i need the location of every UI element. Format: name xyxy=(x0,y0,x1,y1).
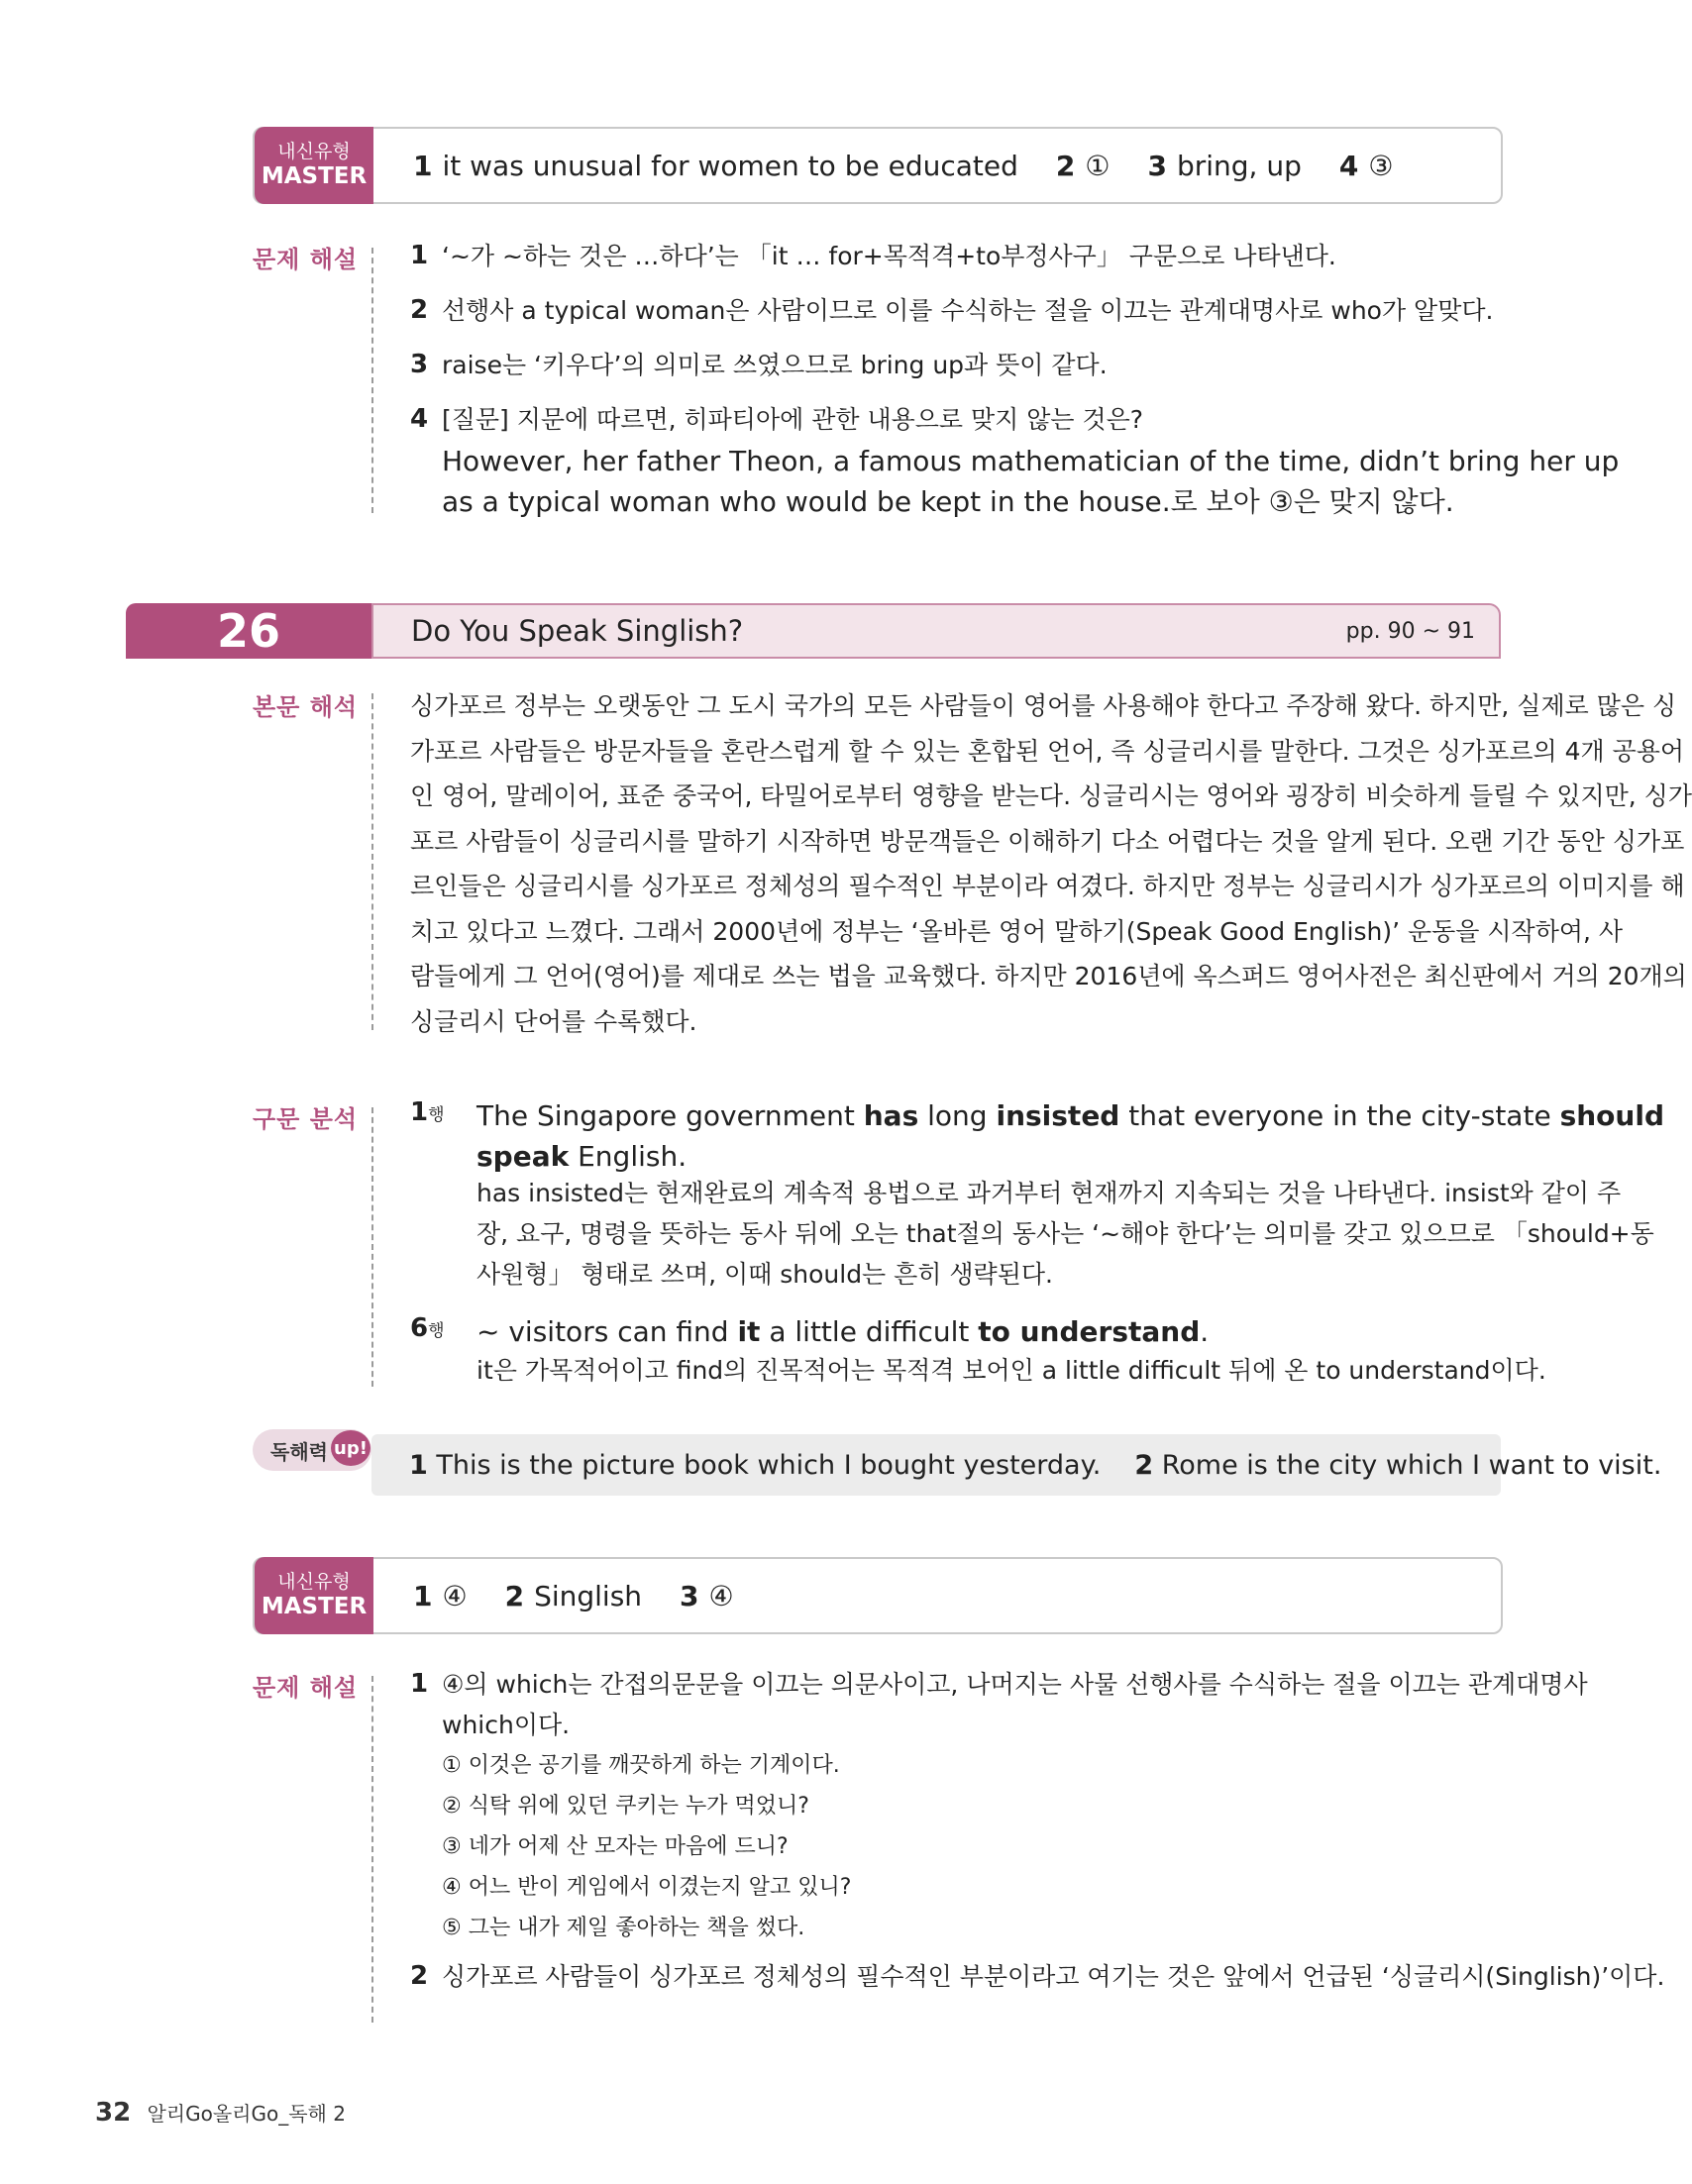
explain-item-cont: which이다. xyxy=(442,1711,571,1739)
syntax-label: 구문 분석 xyxy=(253,1105,359,1133)
explain-item: 1 ‘~가 ~하는 것은 …하다’는 「it … for+목적격+to부정사구」 구문으로 나타낸다. xyxy=(410,241,1336,270)
section-number: 26 xyxy=(126,603,371,659)
translation-line: 르인들은 싱글리시를 싱가포르 정체성의 필수적인 부분이라 여겼다. 하지만 정부는 싱글리시가 싱가포르의 이미지를 해 xyxy=(410,872,1685,900)
translation-line: 싱가포르 정부는 오랫동안 그 도시 국가의 모든 사람들이 영어를 사용해야 한다고 주장해 왔다. 하지만, 실제로 많은 싱 xyxy=(410,691,1677,720)
explain-label: 문제 해설 xyxy=(253,246,359,273)
page-number: 32 xyxy=(95,2098,132,2128)
master-answer-box-1 xyxy=(253,127,1503,204)
translation-label: 본문 해석 xyxy=(253,693,359,721)
master-answers xyxy=(413,1559,772,1632)
tip-answer: 2 Rome is the city which I want to visit. xyxy=(1134,1449,1662,1481)
explain-quote-line: as a typical woman who would be kept in the house.로 보아 ③은 맞지 않다. xyxy=(442,485,1454,518)
explain-item: 4 [질문] 지문에 따르면, 히파티아에 관한 내용으로 맞지 않는 것은? xyxy=(410,404,1144,434)
master-badge-bottom: MASTER xyxy=(261,1594,368,1619)
master-answers xyxy=(413,129,1430,202)
answer-item: 3 bring, up xyxy=(1147,149,1302,182)
translation-line: 싱글리시 단어를 수록했다. xyxy=(410,1006,697,1036)
translation-line: 치고 있다고 느꼈다. 그래서 2000년에 정부는 ‘올바른 영어 말하기(Speak Good English)’ 운동을 시작하여, 사 xyxy=(410,916,1624,946)
explain-item: 2 싱가포르 사람들이 싱가포르 정체성의 필수적인 부분이라고 여기는 것은 앞에서 언급된 ‘싱글리시(Singlish)’이다. xyxy=(410,1961,1665,1991)
master-answer-box-2 xyxy=(253,1557,1503,1634)
section-pages: pp. 90 ~ 91 xyxy=(1345,618,1475,644)
tip-answer-box xyxy=(371,1434,1662,1496)
syntax-note: it은 가목적어이고 find의 진목적어는 목적격 보어인 a little difficult 뒤에 온 to understand이다. xyxy=(476,1356,1546,1385)
syntax-sentence-cont: speak English. xyxy=(476,1140,687,1173)
translation-line: 인 영어, 말레이어, 표준 중국어, 타밀어로부터 영향을 받는다. 싱글리시는 영어와 굉장히 비슷하게 들릴 수 있지만, 싱가 xyxy=(410,781,1692,810)
dashed-divider xyxy=(371,693,373,1030)
explain-quote-line: However, her father Theon, a famous mathematician of the time, didn’t bring her up xyxy=(442,445,1620,477)
master-badge-top: 내신유형 xyxy=(277,141,351,162)
translation-line: 포르 사람들이 싱글리시를 말하기 시작하면 방문객들은 이해하기 다소 어렵다는 것을 알게 된다. 오랜 기간 동안 싱가포 xyxy=(410,826,1685,856)
syntax-line-number: 1행 xyxy=(410,1097,445,1127)
translation-body xyxy=(410,683,1692,1044)
translation-line: 람들에게 그 언어(영어)를 제대로 쓰는 법을 교육했다. 하지만 2016년에 옥스퍼드 영어사전은 최신판에서 거의 20개의 xyxy=(410,962,1687,990)
choice-item: ④ 어느 반이 게임에서 이겼는지 알고 있니? xyxy=(442,1875,852,1900)
master-badge-bottom: MASTER xyxy=(261,163,368,189)
choice-item: ③ 네가 어제 산 모자는 마음에 드니? xyxy=(442,1834,789,1859)
tip-badge: 독해력 xyxy=(253,1429,371,1471)
syntax-sentence: The Singapore government has long insisted that everyone in the city-state should xyxy=(476,1099,1664,1132)
book-title: 알리Go올리Go_독해 2 xyxy=(147,2102,346,2126)
master-badge xyxy=(255,127,373,204)
section-title-bar xyxy=(371,603,1501,659)
explain-item: 1 ④의 which는 간접의문문을 이끄는 의문사이고, 나머지는 사물 선행사를 수식하는 절을 이끄는 관계대명사 xyxy=(410,1669,1588,1699)
answer-item: 1 it was unusual for women to be educated xyxy=(413,149,1018,182)
syntax-note: has insisted는 현재완료의 계속적 용법으로 과거부터 현재까지 지속되는 것을 나타낸다. insist와 같이 주 장, 요구, 명령을 뜻하는 동사 뒤에 오는 that절의 동사는 ‘~해야 한다’는 의미를 갖고 있으므로 「should+동 사원형」 형태로 쓰며, 이때 should는 흔히 생략된다. xyxy=(476,1179,1654,1289)
master-badge-top: 내신유형 xyxy=(277,1571,351,1593)
choice-item: ① 이것은 공기를 깨끗하게 하는 기계이다. xyxy=(442,1753,840,1778)
section-header xyxy=(126,603,1501,659)
choice-item: ② 식탁 위에 있던 쿠키는 누가 먹었니? xyxy=(442,1794,809,1819)
syntax-line-number: 6행 xyxy=(410,1313,445,1343)
answer-item: 2 Singlish xyxy=(504,1579,643,1612)
answer-item: 2 ① xyxy=(1055,149,1110,182)
explain-item: 3 raise는 ‘키우다’의 의미로 쓰였으므로 bring up과 뜻이 같다. xyxy=(410,350,1108,379)
dashed-divider xyxy=(371,248,373,513)
explain-item: 2 선행사 a typical woman은 사람이므로 이를 수식하는 절을 이끄는 관계대명사로 who가 알맞다. xyxy=(410,295,1494,325)
tip-answer: 1 This is the picture book which I bought yesterday. xyxy=(409,1449,1102,1481)
master-badge xyxy=(255,1557,373,1634)
explain-label: 문제 해설 xyxy=(253,1674,359,1702)
syntax-sentence: ~ visitors can find it a little difficult to understand. xyxy=(476,1315,1210,1348)
dashed-divider xyxy=(371,1107,373,1387)
choices-list xyxy=(442,1745,851,1948)
answer-item: 1 ④ xyxy=(413,1579,468,1612)
answer-item: 4 ③ xyxy=(1338,149,1394,182)
answer-item: 3 ④ xyxy=(680,1579,734,1612)
dashed-divider xyxy=(371,1676,373,2023)
tip-up-icon: up! xyxy=(331,1430,370,1466)
page-footer xyxy=(95,2098,346,2128)
translation-line: 가포르 사람들은 방문자들을 혼란스럽게 할 수 있는 혼합된 언어, 즉 싱글리시를 말한다. 그것은 싱가포르의 4개 공용어 xyxy=(410,736,1685,766)
choice-item: ⑤ 그는 내가 제일 좋아하는 책을 썼다. xyxy=(442,1916,805,1940)
section-title: Do You Speak Singlish? xyxy=(411,614,744,648)
